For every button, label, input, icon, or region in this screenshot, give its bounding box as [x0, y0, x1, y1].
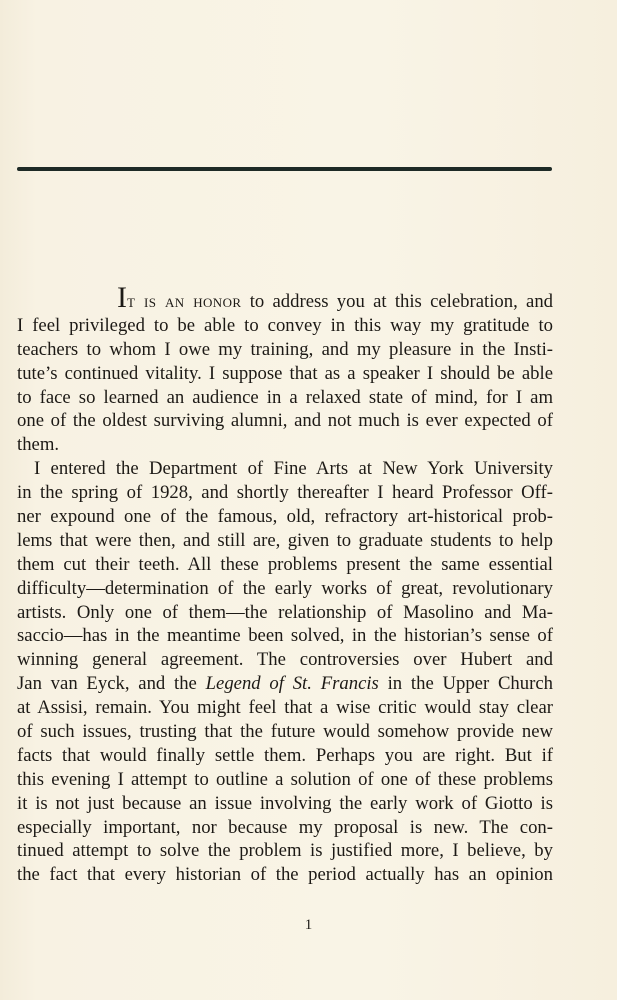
paragraph-2-line-8: saccio—has in the meantime been solved, in the historian’s sense of [17, 625, 553, 647]
paragraph-2-line-1: I entered the Department of Fine Arts at New York University [34, 458, 553, 480]
paragraph-2-line-12: of such issues, trusting that the future would somehow provide new [17, 721, 553, 743]
paragraph-1 [17, 281, 554, 457]
paragraph-1-line-3: teachers to whom I owe my training, and my pleasure in the Insti- [17, 338, 553, 360]
paragraph-1-line-7: them. [17, 434, 60, 456]
paragraph-2-line-6: difficulty—determination of the early works of great, revolutionary [17, 577, 553, 599]
page-number: 1 [304, 917, 313, 933]
paragraph-2-line-13: facts that would finally settle them. Perhaps you are right. But if [17, 744, 553, 766]
paragraph-2-line-17: tinued attempt to solve the problem is justified more, I believe, by [17, 840, 553, 862]
paragraph-2-line-16: especially important, nor because my proposal is new. The con- [17, 816, 553, 838]
paragraph-1-line-1-rest: to address you at this celebration, and [241, 291, 554, 312]
paragraph-2-line-3: ner expound one of the famous, old, refractory art-historical prob- [17, 506, 553, 528]
paragraph-2-line-4: lems that were then, and still are, given to graduate students to help [17, 529, 553, 551]
paragraph-2-line-14: this evening I attempt to outline a solution of one of these problems [17, 768, 553, 790]
paragraph-2 [17, 457, 553, 887]
header-rule [17, 167, 552, 171]
paragraph-2-line-2: in the spring of 1928, and shortly thereafter I heard Professor Off- [17, 482, 553, 504]
paragraph-1-line-2: I feel privileged to be able to convey in this way my gratitude to [17, 314, 553, 336]
legend-title-italic: Legend of St. Francis [205, 673, 379, 695]
legend-line-before: Jan van Eyck, and the [17, 673, 206, 695]
body-text [17, 281, 554, 887]
paragraph-2-line-11: at Assisi, remain. You might feel that a wise critic would stay clear [17, 697, 553, 719]
paragraph-2-line-18: the fact that every historian of the period actually has an opinion [17, 864, 553, 886]
lead-in-small-caps: t is an honor [127, 291, 242, 312]
paragraph-1-line-1 [17, 281, 554, 314]
drop-cap: I [117, 281, 127, 314]
paragraph-1-line-4: tute’s continued vitality. I suppose that as a speaker I should be able [17, 362, 553, 384]
paragraph-1-line-6: one of the oldest surviving alumni, and not much is ever expected of [17, 410, 553, 432]
paragraph-1-line-5: to face so learned an audience in a relaxed state of mind, for I am [17, 386, 553, 408]
paragraph-2-line-9: winning general agreement. The controversies over Hubert and [17, 649, 553, 671]
paragraph-2-line-5: them cut their teeth. All these problems present the same essential [17, 553, 553, 575]
paragraph-2-line-10 [17, 672, 553, 696]
paragraph-2-line-7: artists. Only one of them—the relationship of Masolino and Ma- [17, 601, 553, 623]
legend-line-after: in the Upper Church [378, 673, 553, 695]
paragraph-2-line-15: it is not just because an issue involving the early work of Giotto is [17, 792, 553, 814]
